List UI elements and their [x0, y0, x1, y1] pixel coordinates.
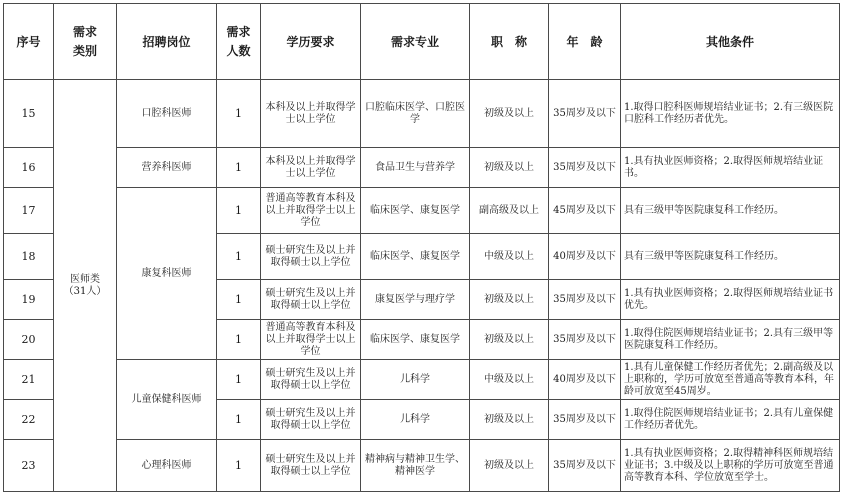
cell-education: 本科及以上并取得学士以上学位 [261, 80, 361, 148]
cell-title: 副高级及以上 [470, 188, 549, 234]
cell-title: 初级及以上 [470, 440, 549, 492]
cell-education: 本科及以上并取得学士以上学位 [261, 148, 361, 188]
cell-age: 35周岁及以下 [549, 320, 621, 360]
cell-age: 45周岁及以下 [549, 188, 621, 234]
cell-count: 1 [217, 400, 261, 440]
cell-major: 儿科学 [361, 400, 470, 440]
header-count-line1: 需求 [226, 24, 251, 39]
cell-other: 具有三级甲等医院康复科工作经历。 [621, 188, 840, 234]
cell-other: 1.具有执业医师资格；2.取得医师规培结业证书优先。 [621, 280, 840, 320]
cell-education: 硕士研究生及以上并取得硕士以上学位 [261, 280, 361, 320]
cell-count: 1 [217, 280, 261, 320]
header-title: 职 称 [470, 4, 549, 80]
cell-title: 中级及以上 [470, 360, 549, 400]
cell-count: 1 [217, 80, 261, 148]
cell-title: 初级及以上 [470, 400, 549, 440]
cell-position: 儿童保健科医师 [117, 360, 217, 440]
cell-age: 35周岁及以下 [549, 440, 621, 492]
cell-education: 普通高等教育本科及以上并取得学士以上学位 [261, 320, 361, 360]
cell-count: 1 [217, 188, 261, 234]
cell-seq: 17 [4, 188, 54, 234]
cell-position: 心理科医师 [117, 440, 217, 492]
table-row [4, 148, 840, 188]
header-count [217, 4, 261, 80]
header-major: 需求专业 [361, 4, 470, 80]
cell-major: 口腔临床医学、口腔医学 [361, 80, 470, 148]
cell-position: 营养科医师 [117, 148, 217, 188]
cell-major: 康复医学与理疗学 [361, 280, 470, 320]
header-education: 学历要求 [261, 4, 361, 80]
cell-seq: 15 [4, 80, 54, 148]
header-category [54, 4, 117, 80]
header-row [4, 4, 840, 80]
cell-education: 硕士研究生及以上并取得硕士以上学位 [261, 440, 361, 492]
cell-title: 初级及以上 [470, 148, 549, 188]
cell-education: 硕士研究生及以上并取得硕士以上学位 [261, 234, 361, 280]
cell-title: 初级及以上 [470, 80, 549, 148]
cell-position: 康复科医师 [117, 188, 217, 360]
recruitment-table [3, 3, 840, 492]
table-row [4, 360, 840, 400]
cell-age: 35周岁及以下 [549, 280, 621, 320]
cell-other: 1.取得住院医师规培结业证书；2.具有三级甲等医院康复科工作经历。 [621, 320, 840, 360]
table-row [4, 188, 840, 234]
cell-count: 1 [217, 440, 261, 492]
header-other: 其他条件 [621, 4, 840, 80]
cell-other: 1.取得口腔科医师规培结业证书；2.有三级医院口腔科工作经历者优先。 [621, 80, 840, 148]
cell-education: 硕士研究生及以上并取得硕士以上学位 [261, 400, 361, 440]
cell-age: 35周岁及以下 [549, 400, 621, 440]
cell-other: 1.取得住院医师规培结业证书；2.具有儿童保健工作经历者优先。 [621, 400, 840, 440]
header-position: 招聘岗位 [117, 4, 217, 80]
cell-seq: 23 [4, 440, 54, 492]
cell-seq: 22 [4, 400, 54, 440]
cell-seq: 16 [4, 148, 54, 188]
header-count-line2: 人数 [226, 43, 251, 58]
cell-education: 硕士研究生及以上并取得硕士以上学位 [261, 360, 361, 400]
cell-major: 儿科学 [361, 360, 470, 400]
cell-major: 临床医学、康复医学 [361, 188, 470, 234]
cell-other: 1.具有执业医师资格；2.取得医师规培结业证书。 [621, 148, 840, 188]
cell-other: 1.具有执业医师资格；2.取得精神科医师规培结业证书；3.中级及以上职称的学历可放宽至普通高等教育本科、学位放宽至学士。 [621, 440, 840, 492]
cell-education: 普通高等教育本科及以上并取得学士以上学位 [261, 188, 361, 234]
cell-count: 1 [217, 360, 261, 400]
cell-age: 35周岁及以下 [549, 80, 621, 148]
header-seq: 序号 [4, 4, 54, 80]
header-category-line2: 类别 [72, 43, 97, 58]
header-age: 年 龄 [549, 4, 621, 80]
table-row [4, 440, 840, 492]
cell-title: 初级及以上 [470, 280, 549, 320]
cell-other: 具有三级甲等医院康复科工作经历。 [621, 234, 840, 280]
cell-major: 精神病与精神卫生学、精神医学 [361, 440, 470, 492]
cell-age: 40周岁及以下 [549, 360, 621, 400]
cell-seq: 19 [4, 280, 54, 320]
cell-title: 初级及以上 [470, 320, 549, 360]
cell-age: 35周岁及以下 [549, 148, 621, 188]
cell-other: 1.具有儿童保健工作经历者优先；2.副高级及以上职称的，学历可放宽至普通高等教育本科，年龄可放宽至45周岁。 [621, 360, 840, 400]
cell-seq: 21 [4, 360, 54, 400]
cell-seq: 20 [4, 320, 54, 360]
cell-seq: 18 [4, 234, 54, 280]
cell-count: 1 [217, 320, 261, 360]
header-category-line1: 需求 [72, 24, 97, 39]
cell-title: 中级及以上 [470, 234, 549, 280]
cell-position: 口腔科医师 [117, 80, 217, 148]
cell-major: 临床医学、康复医学 [361, 234, 470, 280]
cell-count: 1 [217, 148, 261, 188]
cell-count: 1 [217, 234, 261, 280]
cell-category: 医师类 （31人） [54, 80, 117, 492]
table-row [4, 80, 840, 148]
cell-age: 40周岁及以下 [549, 234, 621, 280]
cell-major: 临床医学、康复医学 [361, 320, 470, 360]
cell-major: 食品卫生与营养学 [361, 148, 470, 188]
